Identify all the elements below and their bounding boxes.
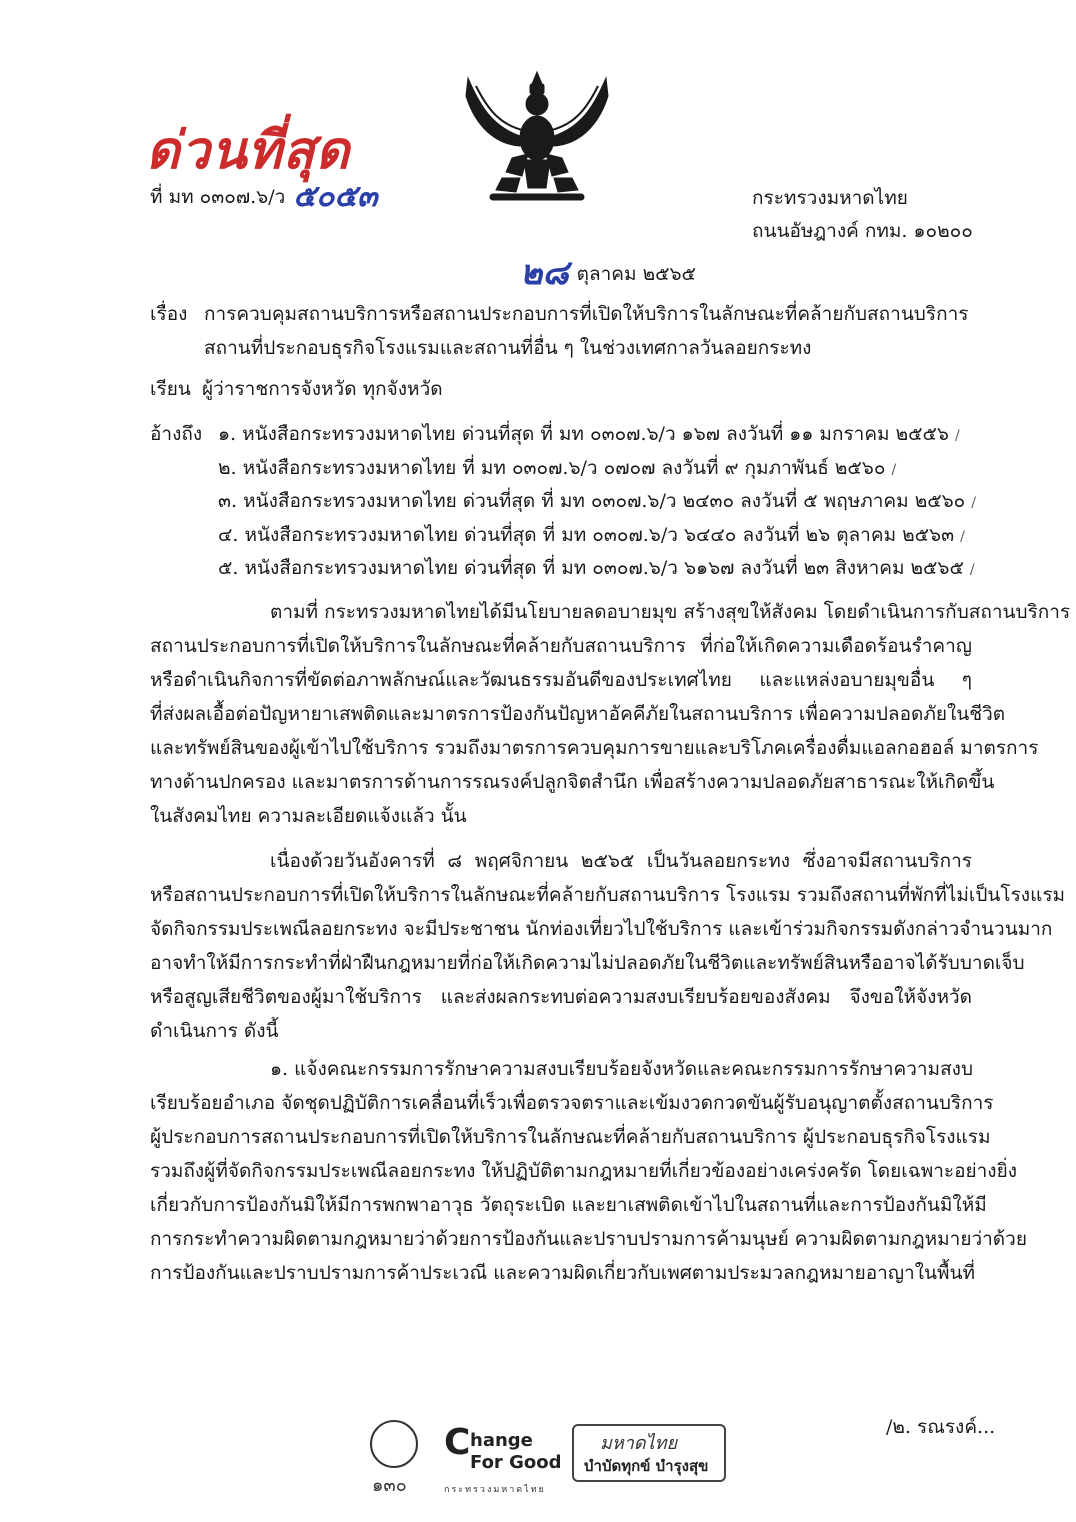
body-line: ดำเนินการ ดังนี้ xyxy=(150,1020,279,1042)
recipient-label: เรียน xyxy=(150,378,191,400)
body-line: อาจทำให้มีการกระทำที่ฝ่าฝืนกฎหมายที่ก่อให้เกิดความไม่ปลอดภัยในชีวิตและทรัพย์สินหรืออาจได้รับบาดเจ็บ xyxy=(150,952,1025,974)
body-line: การป้องกันและปราบปรามการค้าประเวณี และความผิดเกี่ยวกับเพศตามประมวลกฎหมายอาญาในพื้นที่ xyxy=(150,1262,975,1284)
body-line: เนื่องด้วยวันอังคารที่ ๘ พฤศจิกายน ๒๕๖๕ เป็นวันลอยกระทง ซึ่งอาจมีสถานบริการ xyxy=(270,850,972,872)
recipient-text: ผู้ว่าราชการจังหวัด ทุกจังหวัด xyxy=(202,378,443,400)
body-line: การกระทำความผิดตามกฎหมายว่าด้วยการป้องกันและปราบปรามการค้ามนุษย์ ความผิดตามกฎหมายว่าด้วย xyxy=(150,1228,1027,1250)
body-line: ที่ส่งผลเอื้อต่อปัญหายาเสพติดและมาตรการป้องกันปัญหาอัคคีภัยในสถานบริการ เพื่อความปลอดภัยในชีวิต xyxy=(150,703,1006,725)
reference-item: ๓. หนังสือกระทรวงมหาดไทย ด่วนที่สุด ที่ มท ๐๓๐๗.๖/ว ๒๔๓๐ ลงวันที่ ๕ พฤษภาคม ๒๕๖๐ / xyxy=(218,490,976,512)
body-line: ทางด้านปกครอง และมาตรการด้านการรณรงค์ปลูกจิตสำนึก เพื่อสร้างความปลอดภัยสาธารณะให้เกิดขึ้น xyxy=(150,771,995,793)
body-line: รวมถึงผู้ที่จัดกิจกรรมประเพณีลอยกระทง ให้ปฏิบัติตามกฎหมายที่เกี่ยวข้องอย่างเคร่งครัด โดยเฉพาะอย่างยิ่ง xyxy=(150,1160,1017,1182)
document-number-handwritten: ๕๐๕๓ xyxy=(293,179,378,214)
references-label: อ้างถึง xyxy=(150,423,203,445)
org-address: ถนนอัษฎางค์ กทม. ๑๐๒๐๐ xyxy=(752,220,973,242)
document-number-prefix: ที่ มท ๐๓๐๗.๖/ว xyxy=(150,186,286,208)
anniversary-logo-text: ๑๓๐ xyxy=(372,1475,407,1496)
document-date xyxy=(520,253,696,293)
body-line: เกี่ยวกับการป้องกันมิให้มีการพกพาอาวุธ วัตถุระเบิด และยาเสพติดเข้าไปในสถานที่และการป้องกันมิให้มี xyxy=(150,1194,987,1216)
body-line: ในสังคมไทย ความละเอียดแจ้งแล้ว นั้น xyxy=(150,805,467,827)
body-line: เรียบร้อยอำเภอ จัดชุดปฏิบัติการเคลื่อนที่เร็วเพื่อตรวจตราและเข้มงวดกวดขันผู้รับอนุญาตตั้งสถานบริการ xyxy=(150,1092,994,1114)
motto-signature: มหาดไทย xyxy=(600,1433,677,1454)
next-page-marker: /๒. รณรงค์... xyxy=(886,1416,996,1438)
footer-logos xyxy=(360,1420,730,1494)
change-for-good-c: C xyxy=(444,1422,471,1463)
date-day-handwritten: ๒๘ xyxy=(520,253,569,293)
org-name: กระทรวงมหาดไทย xyxy=(752,187,908,209)
body-line: จัดกิจกรรมประเพณีลอยกระทง จะมีประชาชน นักท่องเที่ยวไปใช้บริการ และเข้าร่วมกิจกรรมดังกล่าวจำนวนมาก xyxy=(150,918,1053,940)
subject-line-1: การควบคุมสถานบริการหรือสถานประกอบการที่เปิดให้บริการในลักษณะที่คล้ายกับสถานบริการ xyxy=(204,303,969,325)
motto-banner xyxy=(572,1424,726,1482)
reference-item: ๑. หนังสือกระทรวงมหาดไทย ด่วนที่สุด ที่ มท ๐๓๐๗.๖/ว ๑๖๗ ลงวันที่ ๑๑ มกราคม ๒๕๕๖ / xyxy=(218,423,960,445)
subject-line-2: สถานที่ประกอบธุรกิจโรงแรมและสถานที่อื่น ๆ ในช่วงเทศกาลวันลอยกระทง xyxy=(204,337,812,359)
date-month-year: ตุลาคม ๒๕๖๕ xyxy=(576,263,696,285)
reference-item: ๕. หนังสือกระทรวงมหาดไทย ด่วนที่สุด ที่ มท ๐๓๐๗.๖/ว ๖๑๖๗ ลงวันที่ ๒๓ สิงหาคม ๒๕๖๕ / xyxy=(218,557,975,579)
body-line: สถานประกอบการที่เปิดให้บริการในลักษณะที่คล้ายกับสถานบริการ ที่ก่อให้เกิดความเดือดร้อนรำคาญ xyxy=(150,635,972,657)
body-line: หรือสูญเสียชีวิตของผู้มาใช้บริการ และส่งผลกระทบต่อความสงบเรียบร้อยของสังคม จึงขอให้จังหวัด xyxy=(150,986,972,1008)
change-for-good-line1: hange xyxy=(470,1430,533,1451)
reference-item: ๒. หนังสือกระทรวงมหาดไทย ที่ มท ๐๓๐๗.๖/ว ๐๗๐๗ ลงวันที่ ๙ กุมภาพันธ์ ๒๕๖๐ / xyxy=(218,457,897,479)
body-line: ผู้ประกอบการสถานประกอบการที่เปิดให้บริการในลักษณะที่คล้ายกับสถานบริการ ผู้ประกอบธุรกิจโรงแรม xyxy=(150,1126,991,1148)
anniversary-logo-icon xyxy=(370,1420,418,1468)
motto-text: บำบัดทุกข์ บำรุงสุข xyxy=(584,1457,709,1475)
subject-label: เรื่อง xyxy=(150,303,188,325)
garuda-emblem xyxy=(462,66,612,206)
reference-item: ๔. หนังสือกระทรวงมหาดไทย ด่วนที่สุด ที่ มท ๐๓๐๗.๖/ว ๖๔๔๐ ลงวันที่ ๒๖ ตุลาคม ๒๕๖๓ / xyxy=(218,524,965,546)
body-line: ตามที่ กระทรวงมหาดไทยได้มีนโยบายลดอบายมุข สร้างสุขให้สังคม โดยดำเนินการกับสถานบริการ xyxy=(270,601,1071,623)
document-number xyxy=(150,179,378,214)
body-line: และทรัพย์สินของผู้เข้าไปใช้บริการ รวมถึงมาตรการควบคุมการขายและบริโภคเครื่องดื่มแอลกอฮอล์ มาตรการ xyxy=(150,737,1039,759)
change-for-good-line2: For Good xyxy=(470,1452,562,1473)
body-line: หรือดำเนินกิจการที่ขัดต่อภาพลักษณ์และวัฒนธรรมอันดีของประเทศไทย และแหล่งอบายมุขอื่น ๆ xyxy=(150,669,972,691)
body-line: หรือสถานประกอบการที่เปิดให้บริการในลักษณะที่คล้ายกับสถานบริการ โรงแรม รวมถึงสถานที่พักที่ไม่เป็นโรงแรม xyxy=(150,884,1066,906)
change-for-good-sub: กระทรวงมหาดไทย xyxy=(444,1485,546,1495)
body-line: ๑. แจ้งคณะกรรมการรักษาความสงบเรียบร้อยจังหวัดและคณะกรรมการรักษาความสงบ xyxy=(270,1058,974,1080)
urgency-stamp: ด่วนที่สุด xyxy=(146,120,351,181)
